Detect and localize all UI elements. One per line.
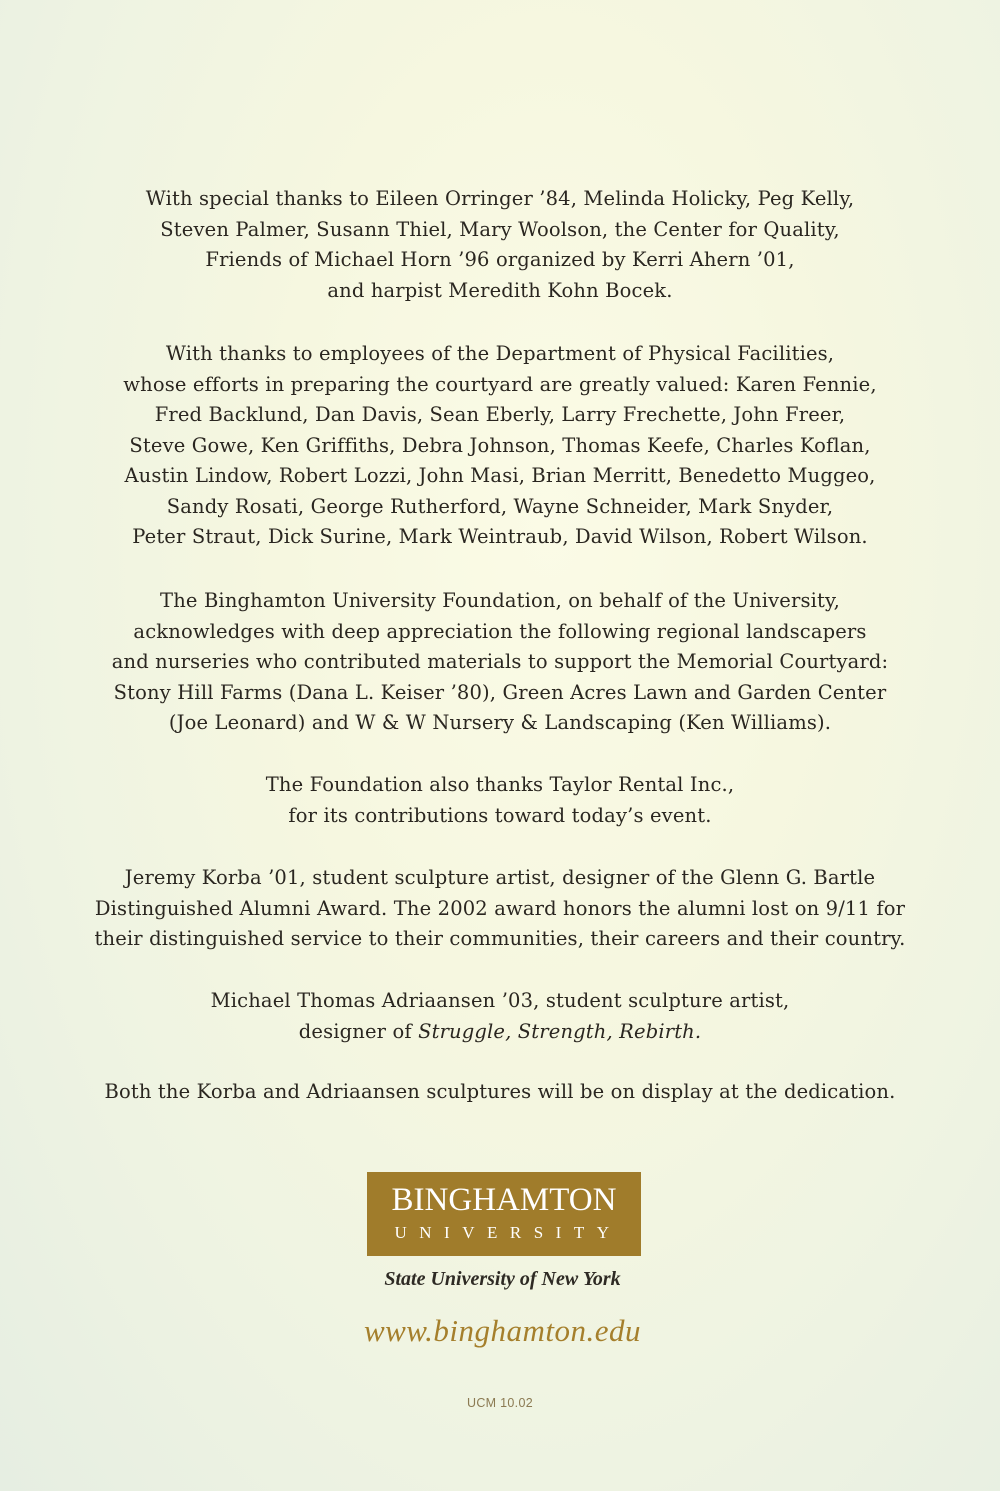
text-line: Both the Korba and Adriaansen sculptures will be on display at the dedication. [104, 1080, 896, 1103]
special-thanks-paragraph [60, 184, 940, 306]
text-line: With thanks to employees of the Department of Physical Facilities, [165, 342, 835, 365]
text-line: acknowledges with deep appreciation the following regional landscapers [133, 619, 867, 643]
tagline: State University of New York [384, 1268, 621, 1290]
adriaansen-paragraph [60, 986, 940, 1047]
text-line: Michael Thomas Adriaansen ’03, student sculpture artist, [210, 989, 790, 1012]
text-line: and nurseries who contributed materials to support the Memorial Courtyard: [111, 650, 889, 673]
text-line: Austin Lindow, Robert Lozzi, John Masi, Brian Merritt, Benedetto Muggeo, [124, 464, 876, 487]
website-link[interactable]: www.binghamton.edu [363, 1313, 642, 1348]
text-line [60, 1017, 940, 1048]
sculpture-title: Struggle, Strength, Rebirth. [418, 1019, 702, 1043]
text-line: Distinguished Alumni Award. The 2002 award honors the alumni lost on 9/11 for [94, 896, 906, 920]
taylor-paragraph [60, 770, 940, 831]
text-line: their distinguished service to their communities, their careers and their country. [94, 927, 906, 950]
text-line: Friends of Michael Horn ’96 organized by Kerri Ahern ’01, [205, 248, 795, 271]
text-line: whose efforts in preparing the courtyard are greatly valued: Karen Fennie, [123, 372, 877, 396]
foundation-paragraph [60, 586, 940, 739]
designer-prefix: designer of [298, 1019, 419, 1043]
binghamton-logo [367, 1172, 641, 1256]
text-line: Steve Gowe, Ken Griffiths, Debra Johnson, Thomas Keefe, Charles Koflan, [129, 433, 871, 457]
text-line: With special thanks to Eileen Orringer ’84, Melinda Holicky, Peg Kelly, [145, 187, 855, 210]
text-line: (Joe Leonard) and W & W Nursery & Landscaping (Ken Williams). [168, 711, 832, 734]
text-line: for its contributions toward today’s event. [288, 803, 712, 827]
text-line: Jeremy Korba ’01, student sculpture artist, designer of the Glenn G. Bartle [124, 866, 876, 889]
text-line: Stony Hill Farms (Dana L. Keiser ’80), Green Acres Lawn and Garden Center [113, 680, 887, 704]
text-line: The Binghamton University Foundation, on behalf of the University, [160, 589, 840, 612]
publication-code: UCM 10.02 [467, 1396, 533, 1410]
text-line: The Foundation also thanks Taylor Rental Inc., [265, 773, 735, 796]
text-line: Sandy Rosati, George Rutherford, Wayne Schneider, Mark Snyder, [166, 494, 834, 518]
facilities-paragraph [60, 339, 940, 553]
text-line: Steven Palmer, Susann Thiel, Mary Woolson, the Center for Quality, [160, 217, 840, 241]
text-line: Fred Backlund, Dan Davis, Sean Eberly, Larry Frechette, John Freer, [154, 403, 846, 426]
korba-paragraph [60, 863, 940, 955]
text-line: Peter Straut, Dick Surine, Mark Weintraub, David Wilson, Robert Wilson. [132, 525, 868, 548]
logo-subtitle: UNIVERSITY [394, 1223, 622, 1242]
logo-name: BINGHAMTON [391, 1182, 617, 1218]
text-line: and harpist Meredith Kohn Bocek. [327, 278, 673, 302]
display-paragraph [60, 1077, 940, 1108]
